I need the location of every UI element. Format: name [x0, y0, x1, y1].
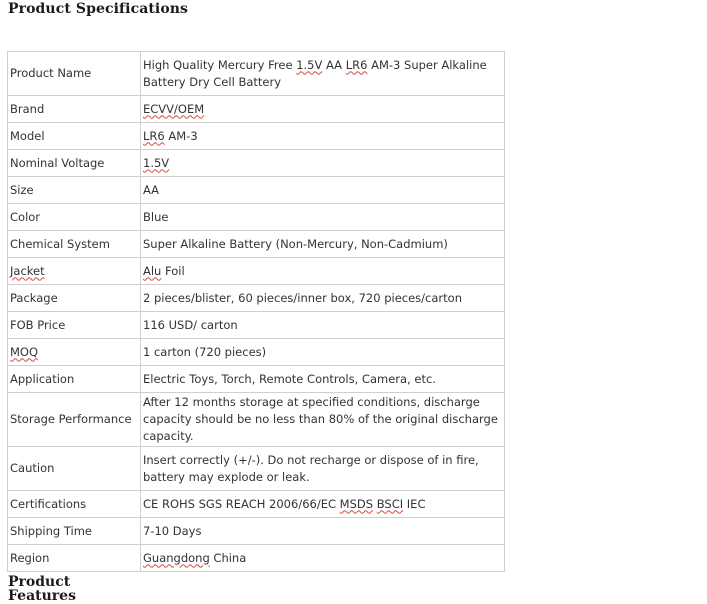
- spec-label-text: Shipping Time: [10, 523, 92, 538]
- spec-value-text: Alu Foil: [143, 263, 185, 278]
- spec-row: [8, 123, 505, 150]
- spec-label: [8, 339, 141, 366]
- spec-row: [8, 231, 505, 258]
- spec-value: [141, 393, 505, 447]
- spec-value-text: Electric Toys, Torch, Remote Controls, Camera, etc.: [143, 371, 436, 386]
- spec-label-text: Size: [10, 182, 34, 197]
- spec-value: [141, 150, 505, 177]
- spec-value-text: 2 pieces/blister, 60 pieces/inner box, 720 pieces/carton: [143, 290, 462, 305]
- spec-label: [8, 518, 141, 545]
- spec-value: [141, 204, 505, 231]
- spec-row: [8, 52, 505, 96]
- spec-value-text: Blue: [143, 209, 169, 224]
- spec-value: [141, 123, 505, 150]
- spec-value-text: After 12 months storage at specified conditions, discharge capacity should be no less than 80% of the original discharge capacity.: [143, 395, 498, 443]
- spec-label-text: Color: [10, 209, 41, 224]
- spec-label: [8, 491, 141, 518]
- spec-value: [141, 96, 505, 123]
- spec-label-text: Chemical System: [10, 236, 110, 251]
- spec-label-text: MOQ: [10, 344, 39, 359]
- page-heading: Product Specifications: [8, 1, 189, 17]
- spec-row: [8, 177, 505, 204]
- spec-row: [8, 285, 505, 312]
- spec-row: [8, 204, 505, 231]
- spec-label-text: Region: [10, 550, 50, 565]
- spec-value-text: Insert correctly (+/-). Do not recharge or dispose of in fire, battery may explode or leak.: [143, 452, 479, 484]
- spec-label: [8, 447, 141, 491]
- spec-label-text: Application: [10, 371, 75, 386]
- spec-value: [141, 518, 505, 545]
- spec-label-text: Storage Performance: [10, 412, 132, 426]
- spec-value-text: 116 USD/ carton: [143, 317, 238, 332]
- spec-row: [8, 447, 505, 491]
- spec-value: [141, 339, 505, 366]
- spec-value: [141, 366, 505, 393]
- spec-row: [8, 393, 505, 447]
- spec-row: [8, 258, 505, 285]
- spec-value: [141, 545, 505, 572]
- spec-value: [141, 312, 505, 339]
- spec-label: [8, 150, 141, 177]
- spec-row: [8, 96, 505, 123]
- spec-label-text: Brand: [10, 101, 45, 116]
- spec-value-text: 1.5V: [143, 155, 170, 170]
- spec-label: [8, 123, 141, 150]
- spec-value-text: High Quality Mercury Free 1.5V AA LR6 AM-3 Super Alkaline Battery Dry Cell Battery: [143, 57, 487, 89]
- spec-label: [8, 96, 141, 123]
- spec-label: [8, 393, 141, 447]
- spec-label: [8, 52, 141, 96]
- spec-row: [8, 491, 505, 518]
- spec-value-text: AA: [143, 182, 160, 197]
- spec-label: [8, 177, 141, 204]
- spec-label-text: Nominal Voltage: [10, 155, 105, 170]
- next-section-heading-cutoff: Product Features: [8, 574, 76, 604]
- spec-row: [8, 518, 505, 545]
- spec-row: [8, 150, 505, 177]
- spec-label-text: Package: [10, 290, 58, 305]
- spec-label: [8, 285, 141, 312]
- spec-label: [8, 231, 141, 258]
- spec-row: [8, 312, 505, 339]
- spec-label-text: Jacket: [10, 263, 45, 278]
- spec-row: [8, 366, 505, 393]
- spec-value-text: 1 carton (720 pieces): [143, 344, 267, 359]
- spec-label: [8, 545, 141, 572]
- spec-label: [8, 204, 141, 231]
- spec-value: [141, 52, 505, 96]
- spec-label-text: Caution: [10, 461, 55, 475]
- spec-label: [8, 366, 141, 393]
- spec-value: [141, 491, 505, 518]
- spec-label: [8, 258, 141, 285]
- spec-label: [8, 312, 141, 339]
- spec-row: [8, 339, 505, 366]
- spec-label-text: Certifications: [10, 496, 87, 511]
- spec-value-text: LR6 AM-3: [143, 128, 198, 143]
- spec-value-text: ECVV/OEM: [143, 101, 205, 116]
- spec-value-text: Super Alkaline Battery (Non-Mercury, Non-Cadmium): [143, 236, 448, 251]
- spec-value: [141, 231, 505, 258]
- spec-value: [141, 447, 505, 491]
- spec-label-text: Product Name: [10, 66, 92, 80]
- spec-value: [141, 258, 505, 285]
- spec-value-text: 7-10 Days: [143, 523, 202, 538]
- spec-value: [141, 177, 505, 204]
- spec-label-text: Model: [10, 128, 45, 143]
- spec-label-text: FOB Price: [10, 317, 66, 332]
- spec-value-text: CE ROHS SGS REACH 2006/66/EC MSDS BSCI IEC: [143, 496, 426, 511]
- spec-value: [141, 285, 505, 312]
- product-spec-table: [7, 51, 505, 572]
- spec-value-text: Guangdong China: [143, 550, 247, 565]
- spec-row: [8, 545, 505, 572]
